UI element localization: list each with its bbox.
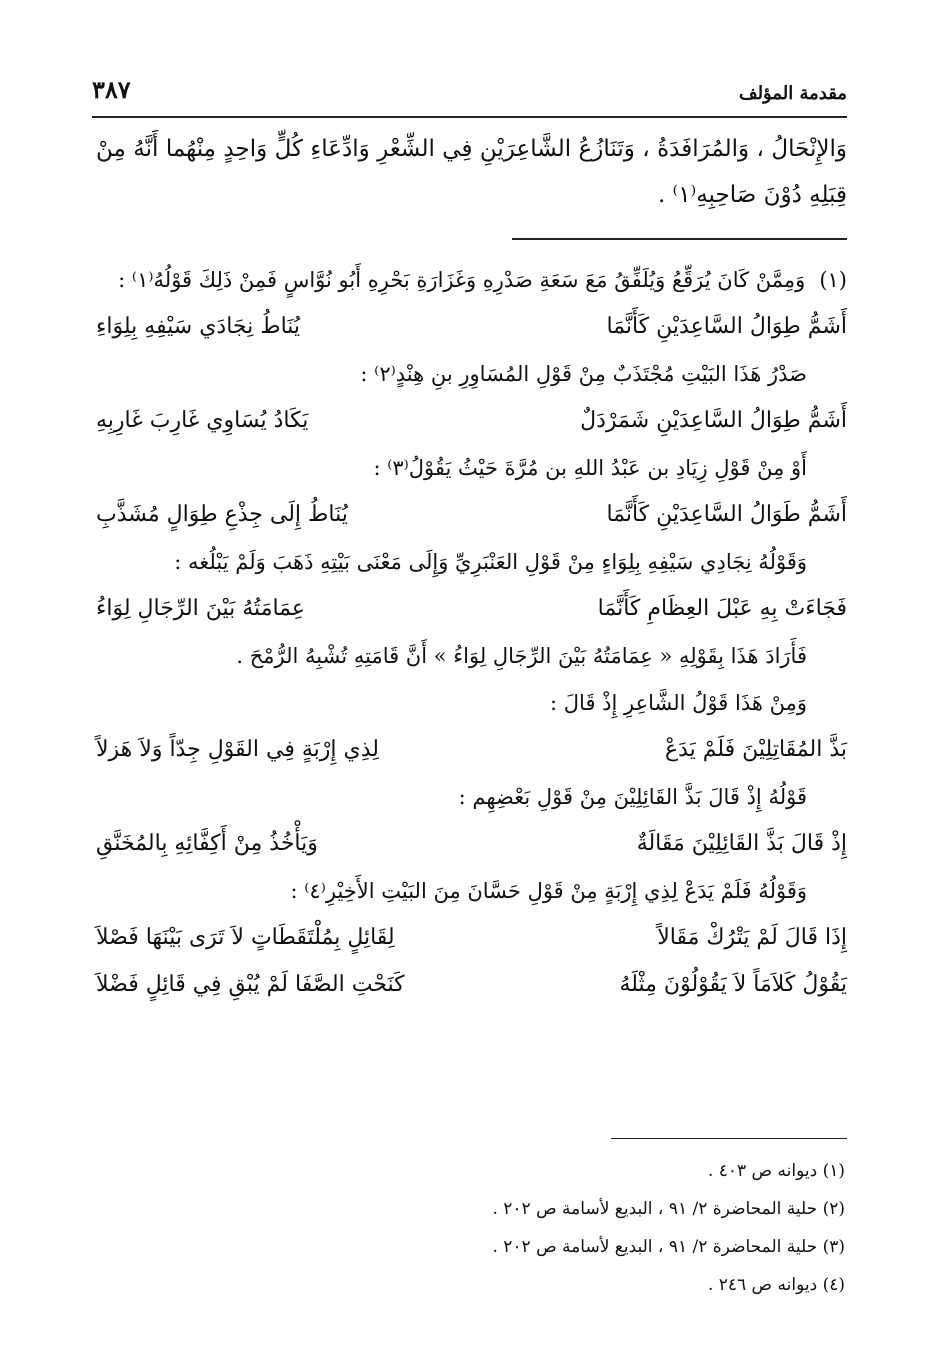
verse-4-second-hemistich: عِمَامَتُهُ بَيْنَ الرِّجَالِ لِوَاءُ [96, 596, 306, 621]
prose-line-2: صَدْرُ هَذَا البَيْتِ مُجْتَذَبٌ مِنْ قَوْلِ المُسَاوِرِ بنِ هِنْدٍ⁽٢⁾ : [360, 361, 807, 386]
note-section [96, 256, 847, 1008]
note-intro: وَمِمَّنْ كَانَ يُرَقِّعُ وَيُلَفِّقُ مَعَ سَعَةِ صَدْرِهِ وَغَزَارَةِ بَحْرِهِ أَبُو نُوَّاسٍ فَمِنْ ذَلِكَ قَوْلُهُ⁽١⁾ : [118, 267, 806, 292]
verse-7-first-hemistich: إِذَا قَالَ لَمْ يَتْرُكْ مَقَالاً [657, 925, 847, 950]
verse-1-first-hemistich: أَشَمُّ طِوَالُ السَّاعِدَيْنِ كَأَنَّمَا [606, 314, 847, 339]
verse-1-second-hemistich: يُنَاطُ نِجَادَي سَيْفِهِ بِلِوَاءِ [96, 314, 301, 339]
verse-1 [96, 303, 847, 350]
verse-7 [96, 914, 847, 961]
separator-rule [512, 238, 847, 240]
verse-5-second-hemistich: لِذِي إِرْبَةٍ فِي القَوْلِ جِدّاً وَلاَ هَزلاً [96, 737, 379, 762]
prose-line-7: قَوْلُهُ إِذْ قَالَ بَذَّ القَائِلِيْنَ مِنْ قَوْلِ بَعْضِهِم : [458, 784, 807, 809]
note-number: (١) [819, 267, 847, 292]
verse-2-first-hemistich: أَشَمُّ طِوَالُ السَّاعِدَيْنِ شَمَرْدَلٌ [580, 408, 847, 433]
footnote-3: (٣) حلية المحاضرة ٢/ ٩١ ، البديع لأسامة ص ٢٠٢ . [492, 1237, 845, 1257]
prose-line-6: وَمِنْ هَذَا قَوْلُ الشَّاعِرِ إِذْ قَالَ : [550, 690, 807, 715]
prose-line-8: وَقَوْلُهُ فَلَمْ يَدَعْ لِذِي إِرْبَةٍ مِنْ قَوْلِ حَسَّانَ مِنَ البَيْتِ الأَخِيْرِ⁽٤⁾ : [290, 878, 807, 903]
verse-6-second-hemistich: وَيَأْخُذُ مِنْ أَكِفَّائِهِ بِالمُخَنَّقِ [96, 831, 318, 856]
verse-6-first-hemistich: إِذْ قَالَ بَذَّ القَائِلِيْنَ مَقَالَةٌ [636, 831, 847, 856]
verse-5 [96, 726, 847, 773]
verse-8 [96, 961, 847, 1008]
footnotes [96, 1152, 845, 1304]
footnote-rule [611, 1138, 847, 1139]
verse-2 [96, 397, 847, 444]
footnote-1: (١) ديوانه ص ٤٠٣ . [707, 1161, 845, 1181]
page-header [92, 64, 847, 104]
verse-4 [96, 585, 847, 632]
prose-line-3: أَوْ مِنْ قَوْلِ زِيَادِ بن عَبْدُ اللهِ بن مُرَّةَ حَيْثُ يَقُوْلُ⁽٣⁾ : [373, 455, 807, 480]
page-number: ٣٨٧ [92, 75, 131, 104]
verse-6 [96, 820, 847, 867]
running-title: مقدمة المؤلف [738, 83, 847, 104]
header-rule [92, 116, 847, 118]
verse-2-second-hemistich: يَكَادُ يُسَاوِي غَارِبَ غَارِبِهِ [96, 408, 309, 433]
footnote-4: (٤) ديوانه ص ٢٤٦ . [707, 1275, 845, 1295]
prose-line-4: وَقَوْلُهُ نِجَادِي سَيْفِهِ بِلِوَاءٍ مِنْ قَوْلِ العَنْبَرِيِّ وَإِلَى مَعْنَى بَيْتِهِ ذَهَبَ وَلَمْ يَبْلُغه : [174, 549, 807, 574]
verse-3-first-hemistich: أَشَمُّ طَوَالُ السَّاعِدَيْنِ كَأَنَّمَا [606, 502, 847, 527]
note-intro-line [96, 256, 847, 303]
verse-8-first-hemistich: يَقُوْلُ كَلاَمَاً لاَ يَقُوْلُوْنَ مِثْلَهُ [619, 972, 847, 997]
footnote-2: (٢) حلية المحاضرة ٢/ ٩١ ، البديع لأسامة ص ٢٠٢ . [492, 1199, 845, 1219]
verse-5-first-hemistich: بَذَّ المُقَاتِلِيْنَ فَلَمْ يَدَعْ [664, 737, 847, 762]
verse-3 [96, 491, 847, 538]
verse-3-second-hemistich: يُنَاطُ إِلَى جِذْعِ طِوَالٍ مُشَذَّبِ [96, 502, 348, 527]
prose-line-5: فَأَرَادَ هَذَا بِقَوْلِهِ « عِمَامَتُهُ بَيْنَ الرِّجَالِ لِوَاءُ » أَنَّ قَامَتِهِ تُشْبِهُ الرُّمْحَ . [236, 643, 807, 668]
continuation-text: وَالإِنْحَالُ ، وَالمُرَافَدَةُ ، وَتَنَازُعُ الشَّاعِرَيْنِ فِي الشِّعْرِ وَادِّعَاءِ كُلٍّ وَاحِدٍ مِنْهُما أَنَّهُ مِنْ قِبَلِهِ دُوْنَ صَاحِبِهِ⁽١⁾ . [96, 136, 847, 208]
verse-8-second-hemistich: كَنَحْتِ الصَّفَا لَمْ يُبْقِ فِي قَائِلٍ فَضْلاَ [96, 972, 405, 997]
continuation-paragraph [96, 126, 847, 218]
verse-7-second-hemistich: لِقَائِلٍ بِمُلْتَقَطَاتٍ لاَ تَرَى بَيْنَهَا فَصْلاَ [96, 925, 395, 950]
verse-4-first-hemistich: فَجَاءَتْ بِهِ عَبْلَ العِظَامِ كَأَنَّمَا [597, 596, 847, 621]
